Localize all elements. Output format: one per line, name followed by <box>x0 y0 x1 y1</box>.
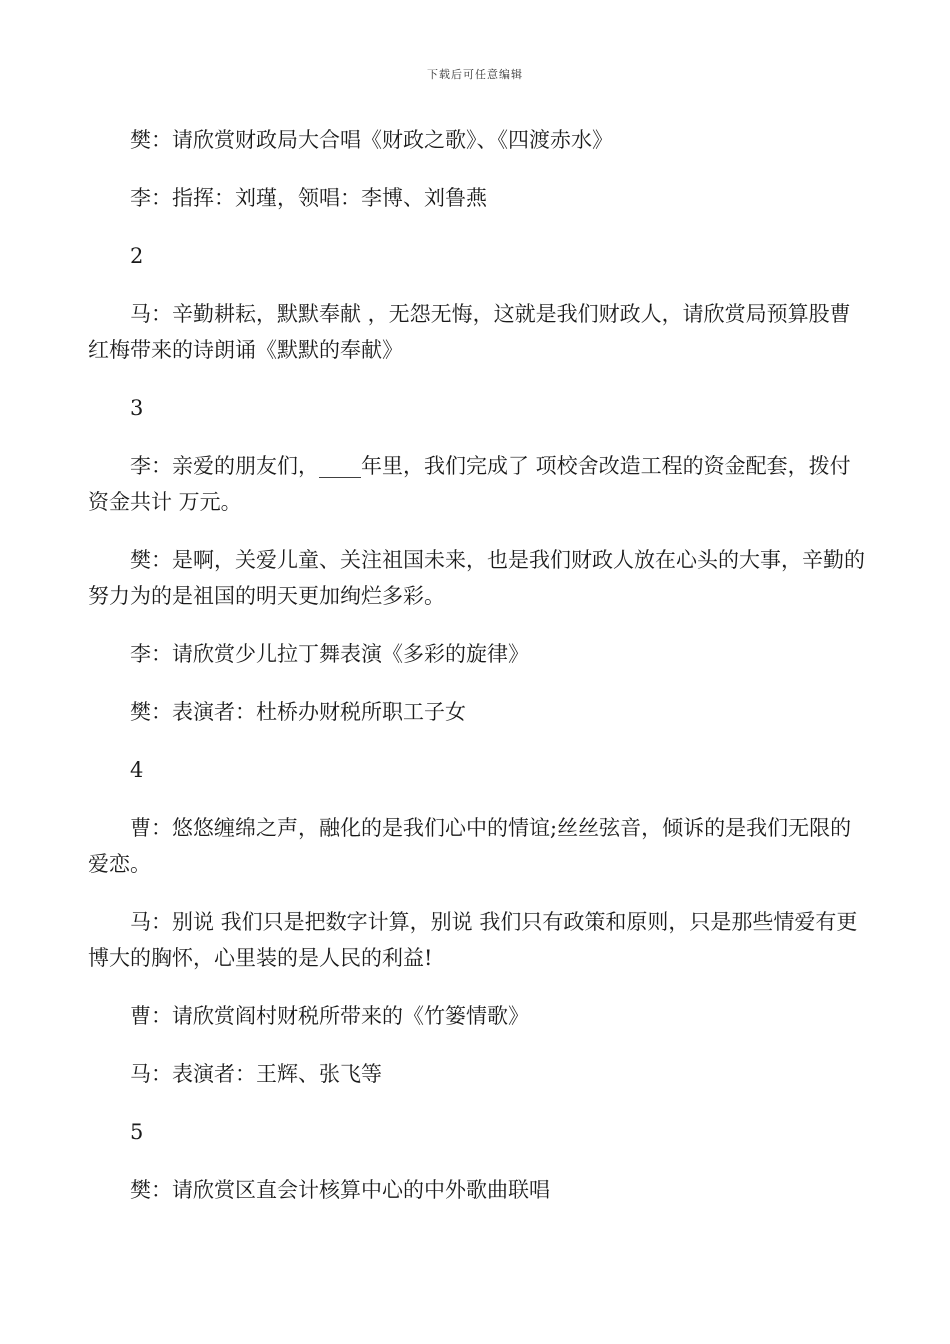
paragraph: 马：辛勤耕耘，默默奉献 ，无怨无悔，这就是我们财政人，请欣赏局预算股曹红梅带来的诗朗诵《默默的奉献》 <box>88 302 851 362</box>
section-number: 4 <box>130 758 144 782</box>
paragraph: 李：亲爱的朋友们，____年里，我们完成了 项校舍改造工程的资金配套，拨付资金共计 万元。 <box>88 454 851 514</box>
paragraph: 曹：悠悠缠绵之声，融化的是我们心中的情谊;丝丝弦音，倾诉的是我们无限的爱恋。 <box>88 816 852 876</box>
paragraph: 樊：请欣赏区直会计核算中心的中外歌曲联唱 <box>130 1178 550 1202</box>
paragraph: 李：指挥：刘瑾，领唱：李博、刘鲁燕 <box>130 186 487 210</box>
document-body <box>88 122 868 1230</box>
paragraph: 李：请欣赏少儿拉丁舞表演《多彩的旋律》 <box>130 642 529 666</box>
section-number: 5 <box>130 1120 144 1144</box>
paragraph: 樊：请欣赏财政局大合唱《财政之歌》、《四渡赤水》 <box>130 128 613 152</box>
paragraph: 马：别说 我们只是把数字计算，别说 我们只有政策和原则，只是那些情爱有更博大的胸怀，心里装的是人民的利益! <box>88 910 858 970</box>
section-number: 2 <box>130 244 144 268</box>
paragraph: 樊：是啊，关爱儿童、关注祖国未来，也是我们财政人放在心头的大事，辛勤的努力为的是祖国的明天更加绚烂多彩。 <box>88 548 865 608</box>
paragraph: 樊：表演者：杜桥办财税所职工子女 <box>130 700 466 724</box>
paragraph: 曹：请欣赏阎村财税所带来的《竹篓情歌》 <box>130 1004 529 1028</box>
paragraph: 马：表演者：王辉、张飞等 <box>130 1062 382 1086</box>
section-number: 3 <box>130 396 144 420</box>
page-header: 下载后可任意编辑 <box>427 68 523 81</box>
